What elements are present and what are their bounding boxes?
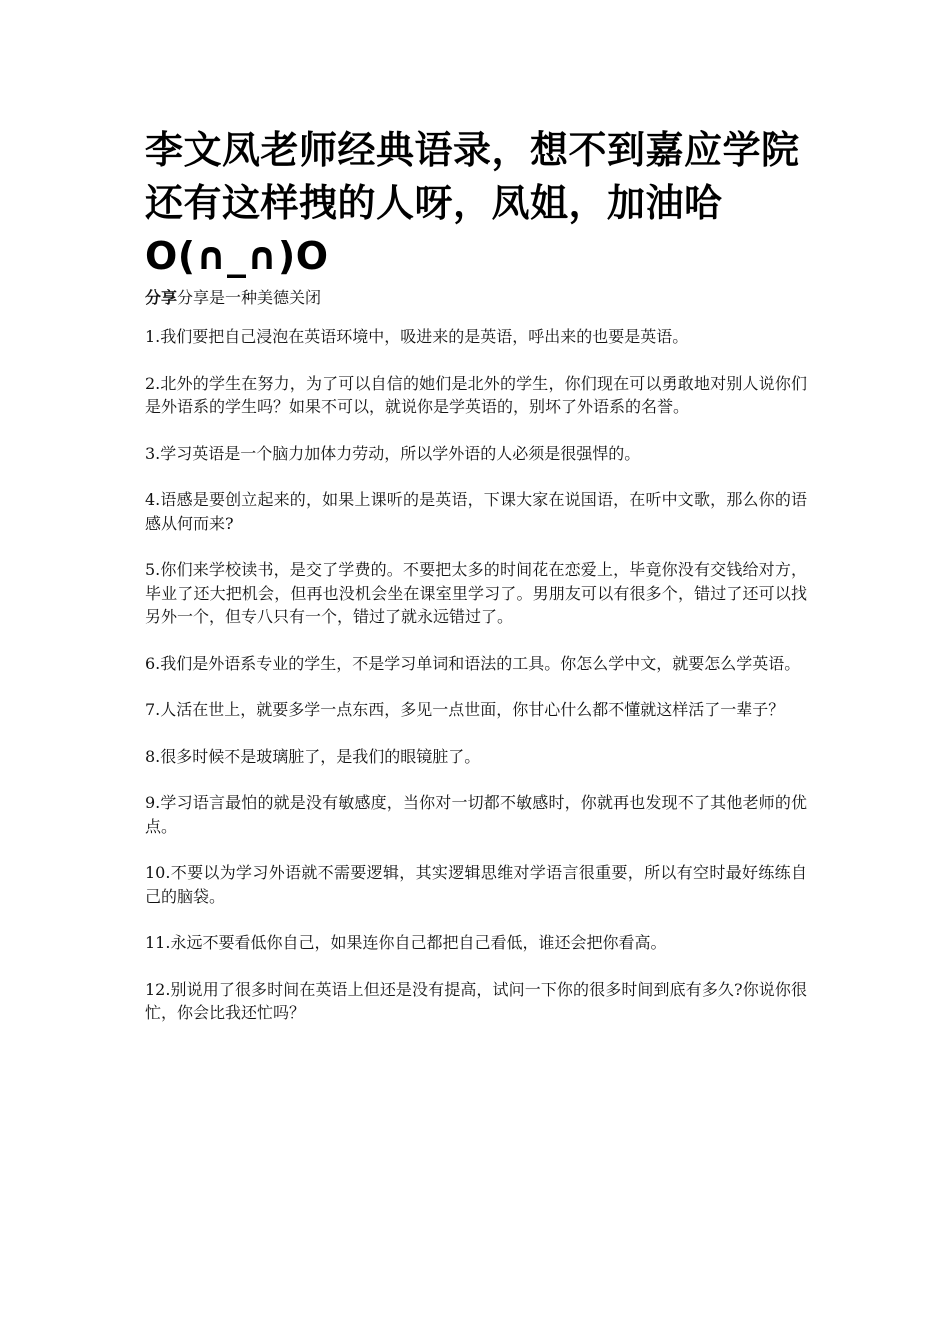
- quote-item: 2.北外的学生在努力，为了可以自信的她们是北外的学生，你们现在可以勇敢地对别人说你们是外语系的学生吗？如果不可以，就说你是学英语的，别坏了外语系的名誉。: [145, 373, 807, 416]
- quote-item: 12.别说用了很多时间在英语上但还是没有提高，试问一下你的很多时间到底有多久?你说你很忙，你会比我还忙吗？: [145, 979, 807, 1022]
- quote-item: 6.我们是外语系专业的学生，不是学习单词和语法的工具。你怎么学中文，就要怎么学英语。: [145, 653, 801, 673]
- share-slogan: 分享是一种美德: [177, 288, 290, 307]
- quote-item: 7.人活在世上，就要多学一点东西，多见一点世面，你甘心什么都不懂就这样活了一辈子？: [145, 700, 785, 719]
- quote-item: 8.很多时候不是玻璃脏了，是我们的眼镜脏了。: [145, 746, 481, 766]
- quote-item: 5.你们来学校读书，是交了学费的。不要把太多的时间花在恋爱上，毕竟你没有交钱给对方，毕业了还大把机会，但再也没机会坐在课室里学习了。男朋友可以有很多个，错过了还可以找另外一个，但专八只有一个，错过了就永远错过了。: [145, 560, 807, 626]
- quote-list: [145, 325, 807, 1025]
- quote-item: 10.不要以为学习外语就不需要逻辑，其实逻辑思维对学语言很重要，所以有空时最好练练自己的脑袋。: [145, 863, 807, 906]
- quote-item: 3.学习英语是一个脑力加体力劳动，所以学外语的人必须是很强悍的。: [145, 443, 641, 463]
- share-button[interactable]: 分享: [145, 288, 178, 307]
- quote-item: 4.语感是要创立起来的，如果上课听的是英语，下课大家在说国语，在听中文歌，那么你的语感从何而来?: [145, 490, 807, 533]
- article: [145, 124, 807, 1048]
- article-title: 李文凤老师经典语录，想不到嘉应学院还有这样拽的人呀，凤姐，加油哈O(∩_∩)O: [145, 128, 800, 278]
- quote-item: 11.永远不要看低你自己，如果连你自己都把自己看低，谁还会把你看高。: [145, 933, 667, 952]
- quote-item: 1.我们要把自己浸泡在英语环境中，吸进来的是英语，呼出来的也要是英语。: [145, 327, 689, 346]
- quote-item: 9.学习语言最怕的就是没有敏感度，当你对一切都不敏感时，你就再也发现不了其他老师的优点。: [145, 793, 807, 836]
- share-bar: [145, 287, 807, 309]
- share-close-button[interactable]: 关闭: [289, 288, 322, 307]
